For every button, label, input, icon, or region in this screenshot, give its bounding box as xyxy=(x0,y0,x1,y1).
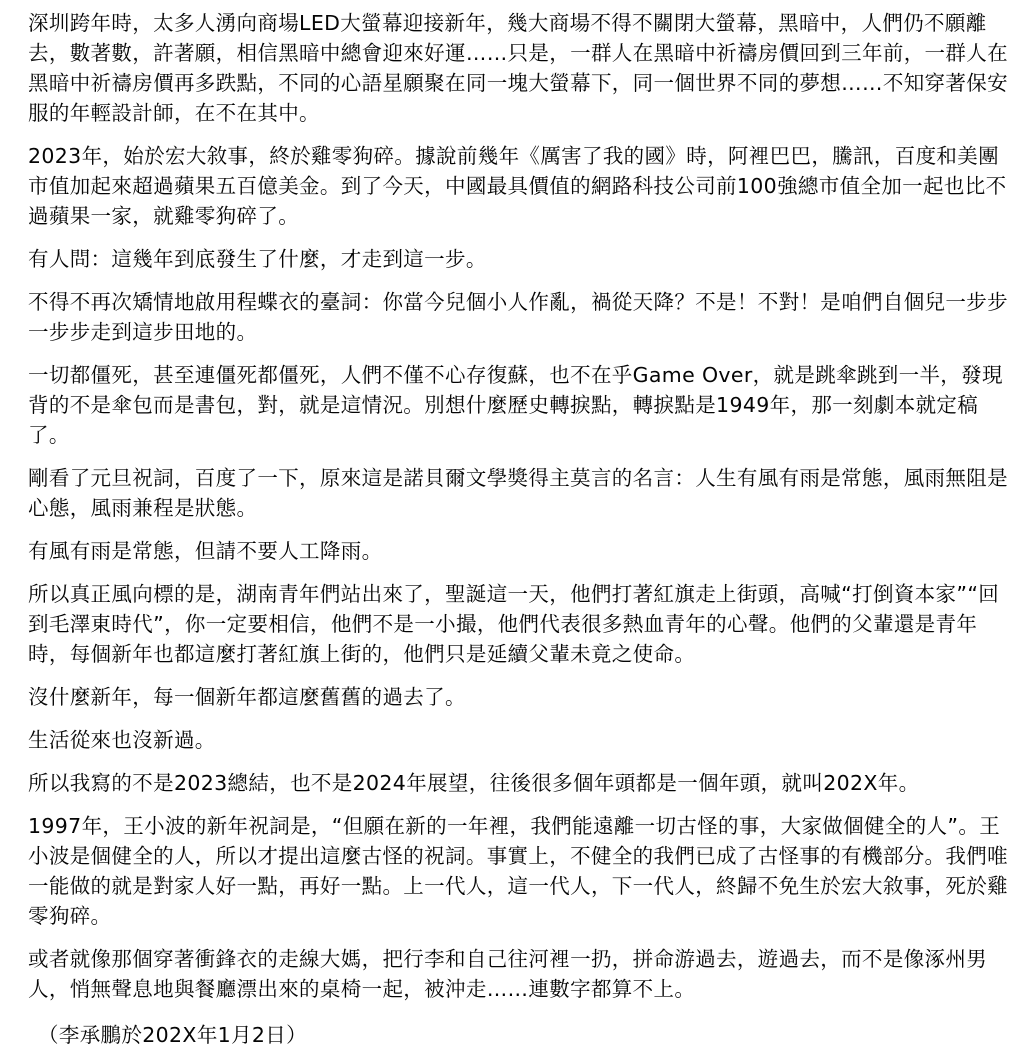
paragraph-6: 剛看了元旦祝詞，百度了一下，原來這是諾貝爾文學獎得主莫言的名言：人生有風有雨是常態，風雨無阻是心態，風雨兼程是狀態。 xyxy=(28,466,1008,520)
paragraph-7: 有風有雨是常態，但請不要人工降雨。 xyxy=(28,539,383,563)
paragraph-8: 所以真正風向標的是，湖南青年們站出來了，聖誕這一天，他們打著紅旗走上街頭，高喊“打倒資本家”“回到毛澤東時代”，你一定要相信，他們不是一小撮，他們代表很多熱血青年的心聲。他們的父輩還是青年時，每個新年也都這麼打著紅旗上街的，他們只是延續父輩未竟之使命。 xyxy=(28,582,1000,666)
paragraph-2: 2023年，始於宏大敘事，終於雞零狗碎。據說前幾年《厲害了我的國》時，阿裡巴巴，騰訊，百度和美團市值加起來超過蘋果五百億美金。到了今天，中國最具價值的網路科技公司前100強總市值全加一起也比不過蘋果一家，就雞零狗碎了。 xyxy=(28,144,1007,228)
paragraph-3: 有人問：這幾年到底發生了什麼，才走到這一步。 xyxy=(28,247,487,271)
paragraph-12: 1997年，王小波的新年祝詞是，“但願在新的一年裡，我們能遠離一切古怪的事，大家做個健全的人”。王小波是個健全的人，所以才提出這麼古怪的祝詞。事實上，不健全的我們已成了古怪事的有機部分。我們唯一能做的就是對家人好一點，再好一點。上一代人，這一代人，下一代人，終歸不免生於宏大敘事，死於雞零狗碎。 xyxy=(28,814,1008,928)
paragraph-11: 所以我寫的不是2023總結，也不是2024年展望，往後很多個年頭都是一個年頭，就叫202X年。 xyxy=(28,771,920,795)
author-signature: （李承鵬於202X年1月2日） xyxy=(38,1023,308,1047)
paragraph-13: 或者就像那個穿著衝鋒衣的走線大媽，把行李和自己往河裡一扔，拼命游過去，遊過去，而不是像涿州男人，悄無聲息地與餐廳漂出來的桌椅一起，被沖走……連數字都算不上。 xyxy=(28,947,988,1001)
paragraph-4: 不得不再次矯情地啟用程蝶衣的臺詞：你當今兒個小人作亂，禍從天降？不是！不對！是咱們自個兒一步步一步步走到這步田地的。 xyxy=(28,290,1008,344)
paragraph-1: 深圳跨年時，太多人湧向商場LED大螢幕迎接新年，幾大商場不得不關閉大螢幕，黑暗中，人們仍不願離去，數著數，許著願，相信黑暗中總會迎來好運……只是，一群人在黑暗中祈禱房價回到三年前，一群人在黑暗中祈禱房價再多跌點，不同的心語星願聚在同一塊大螢幕下，同一個世界不同的夢想……不知穿著保安服的年輕設計師，在不在其中。 xyxy=(28,11,1008,125)
paragraph-10: 生活從來也沒新過。 xyxy=(28,728,216,752)
paragraph-5: 一切都僵死，甚至連僵死都僵死，人們不僅不心存復蘇，也不在乎Game Over，就是跳傘跳到一半，發現背的不是傘包而是書包，對，就是這情況。別想什麼歷史轉捩點，轉捩點是1949年，那一刻劇本就定稿了。 xyxy=(28,363,1003,447)
paragraph-9: 沒什麼新年，每一個新年都這麼舊舊的過去了。 xyxy=(28,685,466,709)
